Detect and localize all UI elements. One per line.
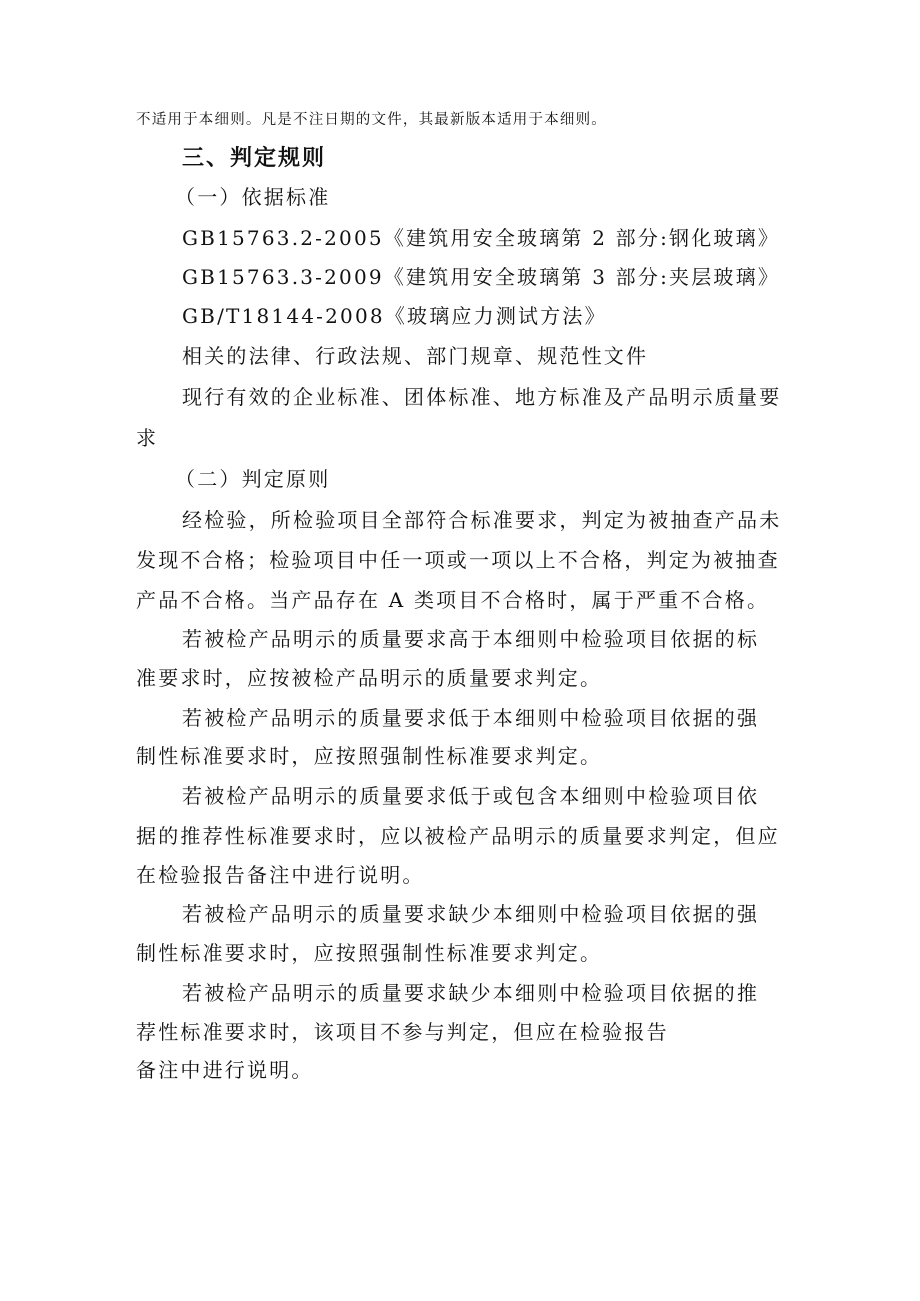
principle-2-line2: 准要求时，应按被检产品明示的质量要求判定。: [136, 666, 603, 690]
principle-4-line2: 据的推荐性标准要求时，应以被检产品明示的质量要求判定，但应: [136, 824, 780, 848]
intro-continuation-line: 不适用于本细则。凡是不注日期的文件，其最新版本适用于本细则。: [136, 112, 607, 128]
standard-item-2: GB15763.3-2009《建筑用安全玻璃第 3 部分:夹层玻璃》: [182, 265, 781, 289]
standard-item-3: GB/T18144-2008《玻璃应力测试方法》: [182, 304, 607, 328]
standard-item-5-line2: 求: [136, 426, 159, 450]
standard-item-4: 相关的法律、行政法规、部门规章、规范性文件: [182, 344, 649, 368]
principle-1-line2: 发现不合格；检验项目中任一项或一项以上不合格，判定为被抽查: [136, 548, 780, 572]
principle-4-line3: 在检验报告备注中进行说明。: [136, 863, 425, 887]
principle-5-line1: 若被检产品明示的质量要求缺少本细则中检验项目依据的强: [182, 902, 760, 926]
principle-4-line1: 若被检产品明示的质量要求低于或包含本细则中检验项目依: [182, 784, 760, 808]
principle-5-line2: 制性标准要求时，应按照强制性标准要求判定。: [136, 941, 603, 965]
principle-3-line2: 制性标准要求时，应按照强制性标准要求判定。: [136, 744, 603, 768]
principle-1-line1: 经检验，所检验项目全部符合标准要求，判定为被抽查产品未: [182, 508, 782, 532]
principle-2-line1: 若被检产品明示的质量要求高于本细则中检验项目依据的标: [182, 627, 760, 651]
principle-6-line2: 荐性标准要求时，该项目不参与判定，但应在检验报告: [136, 1020, 669, 1044]
principle-3-line1: 若被检产品明示的质量要求低于本细则中检验项目依据的强: [182, 706, 760, 730]
subsection-title-basis: （一）依据标准: [175, 185, 331, 209]
section-title: 三、判定规则: [182, 145, 327, 171]
principle-1-line3: 产品不合格。当产品存在 A 类项目不合格时，属于严重不合格。: [136, 588, 770, 612]
principle-6-line1: 若被检产品明示的质量要求缺少本细则中检验项目依据的推: [182, 981, 760, 1005]
subsection-title-principles: （二）判定原则: [175, 467, 331, 491]
standard-item-5-line1: 现行有效的企业标准、团体标准、地方标准及产品明示质量要: [182, 385, 782, 409]
principle-6-line3: 备注中进行说明。: [136, 1058, 314, 1082]
standard-item-1: GB15763.2-2005《建筑用安全玻璃第 2 部分:钢化玻璃》: [182, 226, 781, 250]
